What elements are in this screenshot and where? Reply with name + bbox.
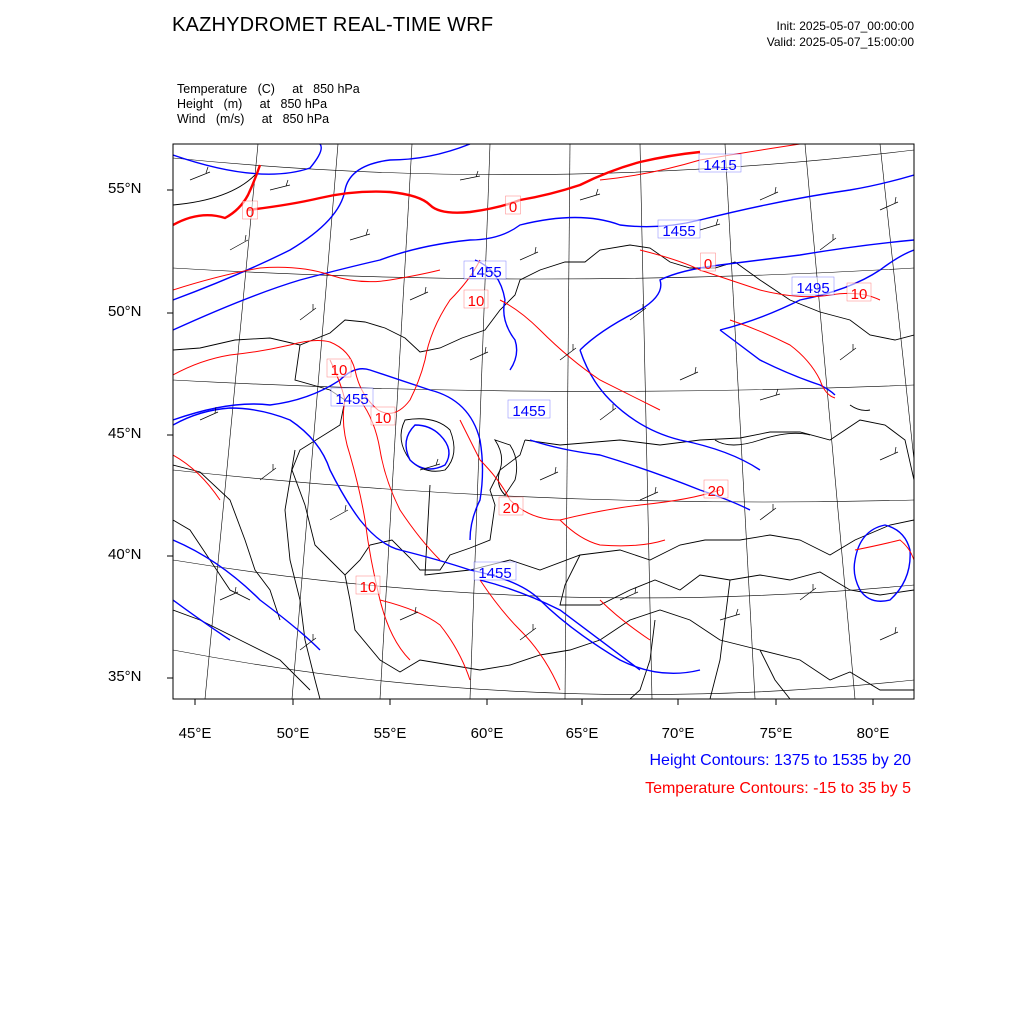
lon-label-65e: 65°E: [565, 725, 599, 742]
lon-label-55e: 55°E: [373, 725, 407, 742]
lat-label-40n: 40°N: [108, 546, 142, 563]
temperature-contour-label: 10: [467, 293, 485, 310]
temperature-contour-label: 10: [374, 410, 392, 427]
temperature-contour-label: 10: [330, 362, 348, 379]
height-contour-label: 1415: [703, 157, 737, 174]
height-contour-legend: Height Contours: 1375 to 1535 by 20: [649, 752, 911, 769]
lon-label-80e: 80°E: [856, 725, 890, 742]
lon-label-70e: 70°E: [661, 725, 695, 742]
temperature-contour-label: 20: [707, 483, 725, 500]
lon-label-45e: 45°E: [178, 725, 212, 742]
temperature-contour-label: 0: [508, 199, 518, 216]
temperature-contour-label: 0: [245, 204, 255, 221]
height-contour-label: 1455: [662, 223, 696, 240]
init-time: Init: 2025-05-07_00:00:00: [776, 19, 914, 33]
temperature-contour-label: 20: [502, 500, 520, 517]
height-contour-label: 1455: [512, 403, 546, 420]
lat-label-35n: 35°N: [108, 668, 142, 685]
temperature-contour-label: 10: [850, 286, 868, 303]
temperature-contour-legend: Temperature Contours: -15 to 35 by 5: [645, 780, 911, 797]
plot-frame: [173, 144, 914, 699]
graticule: [173, 144, 914, 699]
lat-label-50n: 50°N: [108, 303, 142, 320]
lat-label-45n: 45°N: [108, 425, 142, 442]
field-height: Height (m) at 850 hPa: [177, 97, 328, 111]
field-wind: Wind (m/s) at 850 hPa: [177, 112, 330, 126]
lon-label-75e: 75°E: [759, 725, 793, 742]
valid-time: Valid: 2025-05-07_15:00:00: [766, 35, 914, 49]
chart-title: KAZHYDROMET REAL-TIME WRF: [172, 14, 494, 36]
temperature-contour-label: 10: [359, 579, 377, 596]
lat-label-55n: 55°N: [108, 180, 142, 197]
lon-label-60e: 60°E: [470, 725, 504, 742]
height-contour-label: 1455: [478, 565, 512, 582]
height-contour-label: 1495: [796, 280, 830, 297]
height-contour-label: 1455: [468, 264, 502, 281]
height-contour-label: 1455: [335, 391, 369, 408]
field-temperature: Temperature (C) at 850 hPa: [177, 82, 360, 96]
temperature-contour-label: 0: [703, 256, 713, 273]
lon-label-50e: 50°E: [276, 725, 310, 742]
